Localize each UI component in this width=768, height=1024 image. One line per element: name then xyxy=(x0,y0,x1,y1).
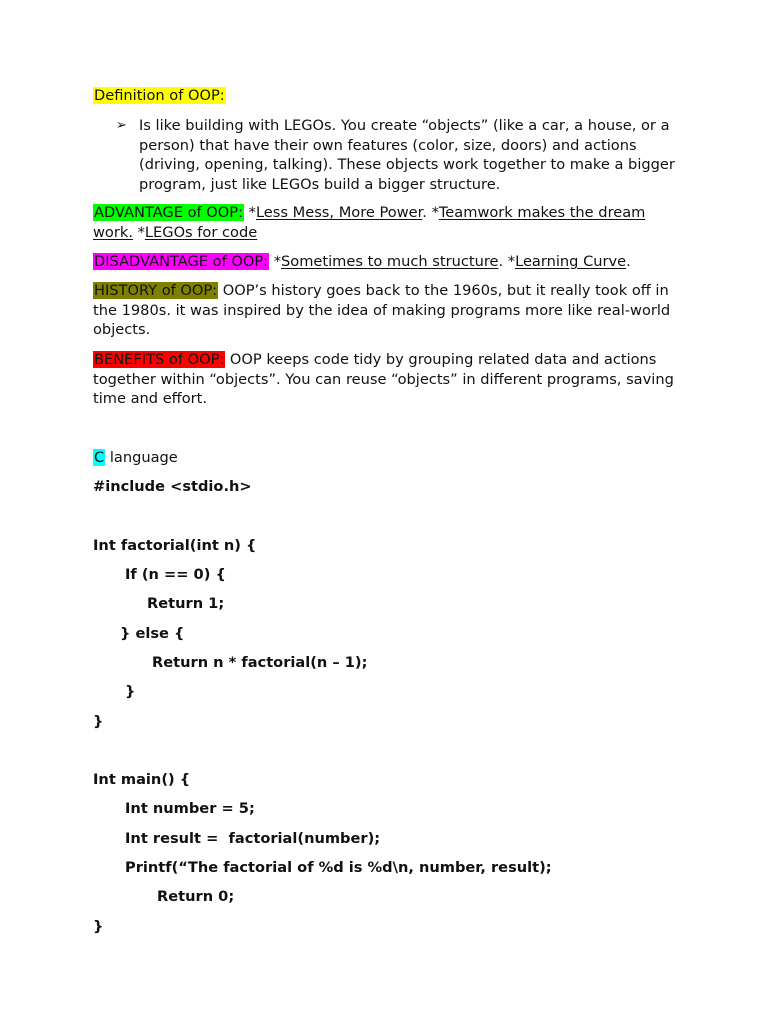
code-line-12: Return 0; xyxy=(157,888,235,905)
benefits-paragraph xyxy=(93,350,683,409)
advantage-label: ADVANTAGE of OOP: xyxy=(94,204,243,221)
disadvantage-item-1: Sometimes to much structure xyxy=(281,253,499,270)
definition-text: Is like building with LEGOs. You create “objects” (like a car, a house, or a person) that have their own features (color, size, doors) and actions (driving, opening, talking). These objects work together to make a bigger program, just like LEGOs build a bigger structure. xyxy=(139,117,675,193)
disadvantage-label: DISADVANTAGE of OOP: xyxy=(94,253,269,270)
disadvantage-paragraph xyxy=(93,252,683,272)
code-line-2: If (n == 0) { xyxy=(125,566,226,583)
c-language-rest: language xyxy=(105,449,178,466)
disadvantage-joiner: . * xyxy=(498,253,516,270)
code-line-11: Printf(“The factorial of %d is %d\n, number, result); xyxy=(125,859,552,876)
code-line-13: } xyxy=(93,918,104,935)
definition-heading: Definition of OOP: xyxy=(94,87,225,104)
code-line-7: } xyxy=(93,713,104,730)
c-letter: C xyxy=(94,449,105,466)
disadvantage-end: . xyxy=(626,253,631,270)
code-line-8: Int main() { xyxy=(93,771,191,788)
history-paragraph xyxy=(93,281,683,340)
arrow-bullet-icon: ➢ xyxy=(116,118,127,133)
advantage-joiner-1: . * xyxy=(422,204,439,221)
advantage-paragraph xyxy=(93,203,683,242)
definition-heading-line xyxy=(93,86,683,106)
code-line-3: Return 1; xyxy=(147,595,225,612)
benefits-text: OOP keeps code tidy by grouping related data and actions together within “objects”. You can reuse “objects” in different programs, saving time and effort. xyxy=(93,351,674,407)
code-include: #include <stdio.h> xyxy=(93,478,252,495)
code-line-5: Return n * factorial(n – 1); xyxy=(152,654,368,671)
history-label: HISTORY of OOP: xyxy=(94,282,218,299)
advantage-item-2: Teamwork makes the dream work. xyxy=(93,204,646,241)
advantage-item-3: LEGOs for code xyxy=(144,223,258,241)
advantage-item-1: Less Mess, More Power xyxy=(255,204,423,221)
code-line-9: Int number = 5; xyxy=(125,800,255,817)
code-line-1: Int factorial(int n) { xyxy=(93,537,257,554)
benefits-label: BENEFITS of OOP: xyxy=(94,351,225,368)
history-text: OOP’s history goes back to the 1960s, but it really took off in the 1980s. it was inspired by the idea of making programs more like real-world objects. xyxy=(93,282,671,338)
disadvantage-item-2: Learning Curve xyxy=(515,253,627,270)
code-line-6: } xyxy=(125,683,136,700)
c-language-heading xyxy=(93,448,683,468)
code-line-4: } else { xyxy=(120,625,185,642)
advantage-star-2: * xyxy=(137,223,145,241)
advantage-star: * xyxy=(248,204,256,221)
disadvantage-star: * xyxy=(273,253,281,270)
code-line-10: Int result = factorial(number); xyxy=(125,830,381,847)
